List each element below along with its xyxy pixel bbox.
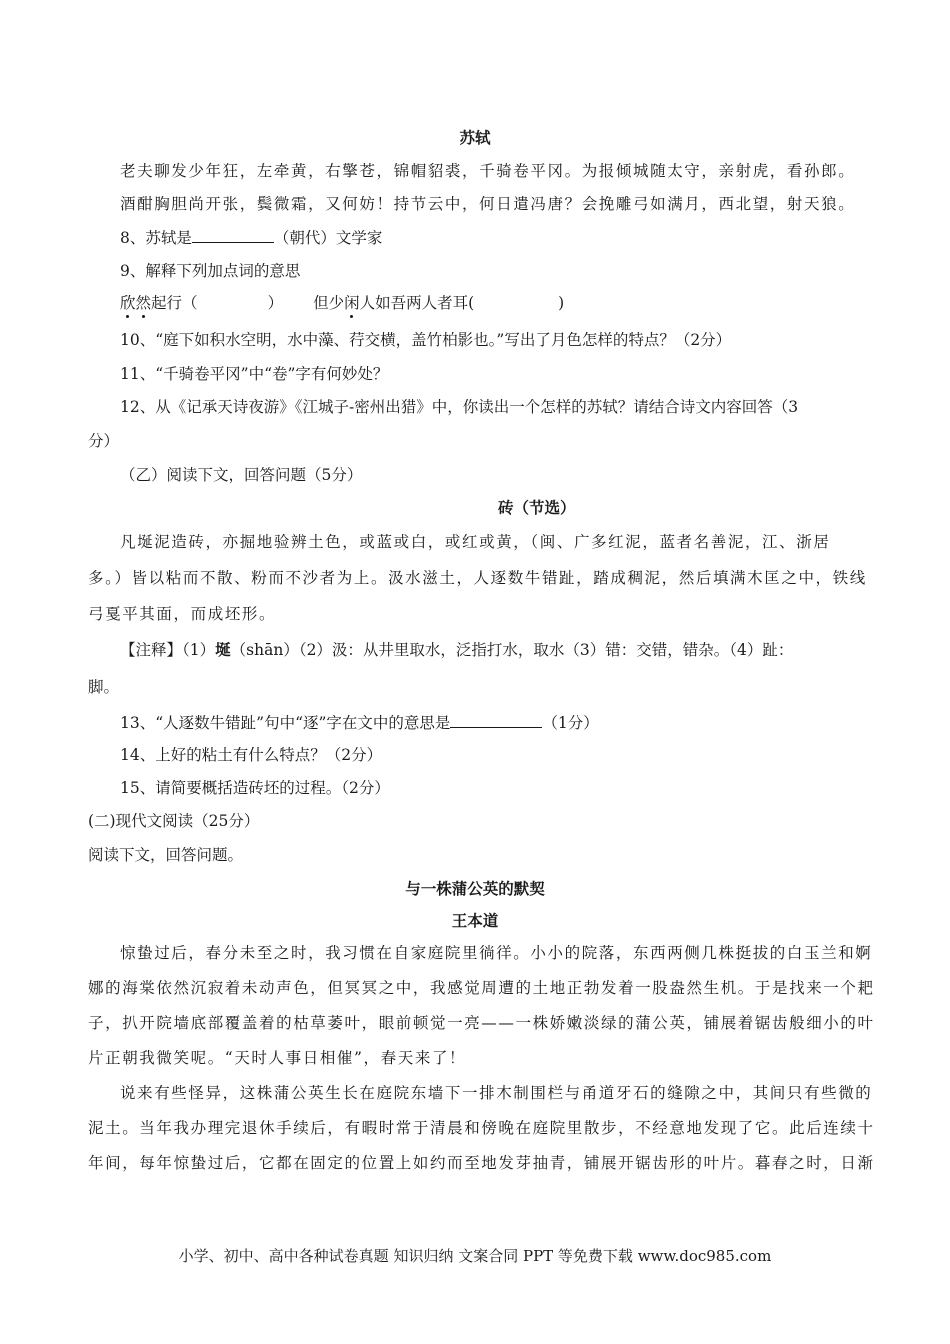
question-8-text: 8、苏轼是 bbox=[120, 229, 192, 247]
question-9-items bbox=[120, 293, 564, 313]
classical-para-line-3: 弓戛平其面，而成坯形。 bbox=[88, 605, 277, 623]
classical-para-line-2: 多。）皆以粘而不散、粉而不沙者为上。汲水滋土，人逐数牛错趾，踏成稠泥，然后填满木匡之中，铁线 bbox=[88, 569, 867, 587]
question-13-suffix: （1分） bbox=[542, 714, 599, 732]
question-10: 10、“庭下如积水空明，水中藻、荇交横，盖竹柏影也。”写出了月色怎样的特点？（2分） bbox=[120, 331, 732, 349]
question-12-line-1: 12、从《记承天诗夜游》《江城子-密州出猎》中，你读出一个怎样的苏轼？请结合诗文内容回答（3 bbox=[120, 398, 799, 416]
annotation bbox=[120, 640, 793, 660]
item-close: ） bbox=[267, 294, 284, 312]
annotation-line-2: 脚。 bbox=[88, 678, 120, 696]
essay-p1-line-2: 娜的海棠依然沉寂着未动声色，但冥冥之中，我感觉周遭的土地正勃发着一股盎然生机。于是找来一个耙 bbox=[88, 979, 875, 997]
question-14: 14、上好的粘土有什么特点？（2分） bbox=[120, 746, 383, 764]
question-8-suffix: （朝代）文学家 bbox=[273, 229, 383, 247]
poem-line-1: 老夫聊发少年狂，左牵黄，右擎苍，锦帽貂裘，千骑卷平冈。为报倾城随太守，亲射虎，看孙郎。 bbox=[120, 162, 856, 180]
annotation-text: （1） bbox=[182, 641, 216, 659]
essay-p1-line-4: 片正朝我微笑呢。“天时人事日相催”，春天来了！ bbox=[88, 1049, 467, 1067]
item-close: ) bbox=[558, 294, 565, 312]
dotted-char: 欣 bbox=[120, 294, 136, 312]
question-9: 9、解释下列加点词的意思 bbox=[120, 262, 301, 280]
section-2-intro: （乙）阅读下文，回答问题（5分） bbox=[120, 466, 363, 484]
essay-p2-line-2: 泥土。当年我办理完退休手续后，有暇时常于清晨和傍晚在庭院里散步，不经意地发现了它。此后连续十 bbox=[88, 1119, 875, 1137]
annotation-label: 【注释】 bbox=[120, 641, 183, 659]
annotation-term: 埏 bbox=[215, 641, 231, 659]
question-11: 11、“千骑卷平冈”中“卷”字有何妙处？ bbox=[120, 365, 389, 383]
answer-blank[interactable] bbox=[192, 227, 274, 243]
annotation-text: （shān）（2）汲：从井里取水，泛指打水，取水（3）错：交错，错杂。（4）趾： bbox=[230, 641, 794, 659]
poem-title: 苏轼 bbox=[459, 129, 491, 147]
essay-p1-line-3: 子，扒开院墙底部覆盖着的枯草萎叶，眼前顿觉一亮——一株娇嫩淡绿的蒲公英，铺展着锯齿般细小的叶 bbox=[88, 1014, 875, 1032]
item-text: 人如吾两人者耳( bbox=[359, 294, 475, 312]
essay-p1-line-1: 惊蛰过后，春分未至之时，我习惯在自家庭院里徜徉。小小的院落，东西两侧几株挺拔的白玉兰和婀 bbox=[120, 944, 873, 962]
section-2-title: 砖（节选） bbox=[498, 499, 576, 517]
question-13 bbox=[120, 712, 599, 733]
dotted-char: 然 bbox=[135, 294, 152, 312]
footer-link[interactable]: 小学、初中、高中各种试卷真题 知识归纳 文案合同 PPT 等免费下载 www.doc985.com bbox=[178, 1247, 772, 1265]
answer-blank[interactable] bbox=[450, 712, 542, 728]
section-3-instruction: 阅读下文，回答问题。 bbox=[88, 846, 244, 864]
item-text: 但少 bbox=[313, 294, 345, 312]
question-12-line-2: 分） bbox=[88, 432, 120, 450]
question-8 bbox=[120, 227, 382, 248]
classical-para-line-1: 凡埏泥造砖，亦掘地验辨土色，或蓝或白，或红或黄，（闽、广多红泥，蓝者名善泥，江、浙居 bbox=[120, 533, 831, 551]
section-3-heading: (二)现代文阅读（25分） bbox=[88, 812, 260, 830]
item-text: 起 bbox=[151, 294, 167, 312]
item-text: 行（ bbox=[166, 294, 198, 312]
essay-author: 王本道 bbox=[451, 912, 499, 930]
question-15: 15、请简要概括造砖坯的过程。（2分） bbox=[120, 779, 390, 797]
dotted-char: 闲 bbox=[344, 294, 360, 312]
essay-p2-line-1: 说来有些怪异，这株蒲公英生长在庭院东墙下一排木制围栏与甬道牙石的缝隙之中，其间只有些微的 bbox=[120, 1084, 873, 1102]
essay-title: 与一株蒲公英的默契 bbox=[405, 880, 545, 898]
question-13-text: 13、“人逐数牛错趾”句中“逐”字在文中的意思是 bbox=[120, 714, 451, 732]
essay-p2-line-3: 年间，每年惊蛰过后，它都在固定的位置上如约而至地发芽抽青，铺展开锯齿形的叶片。暮春之时，日渐 bbox=[88, 1154, 875, 1172]
poem-line-2: 酒酣胸胆尚开张，鬓微霜，又何妨！持节云中，何日遣冯唐？会挽雕弓如满月，西北望，射天狼。 bbox=[120, 195, 856, 213]
